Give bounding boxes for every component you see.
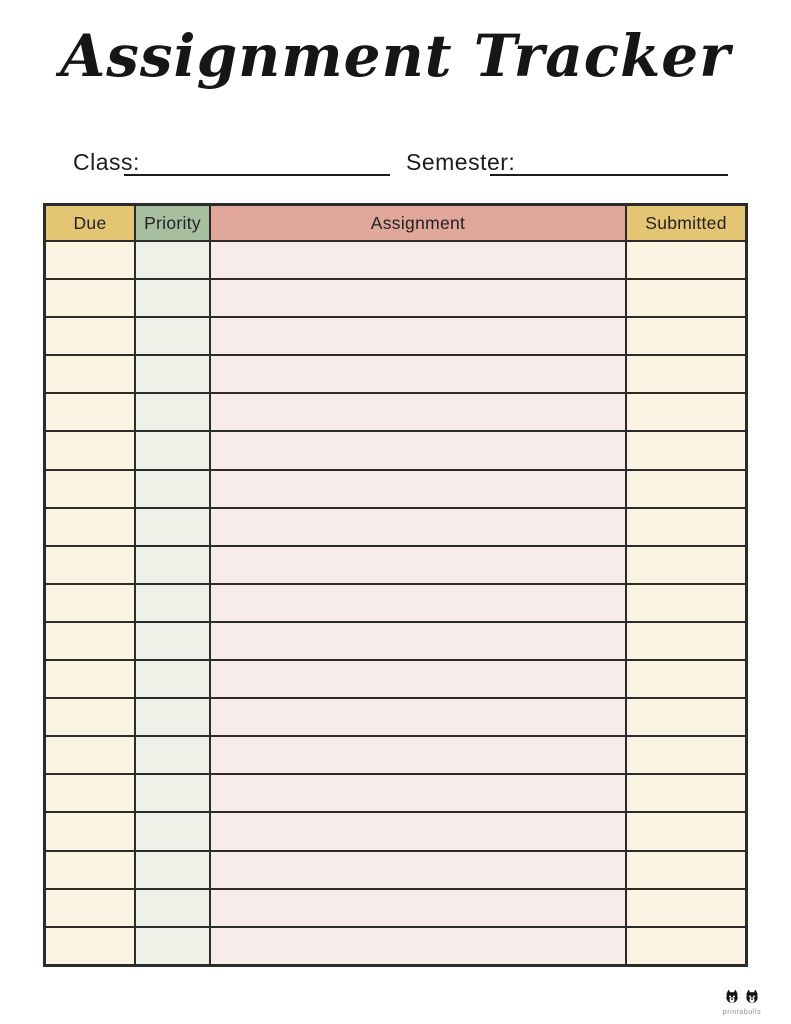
cell-priority bbox=[135, 622, 210, 660]
cell-priority bbox=[135, 546, 210, 584]
cell-submitted bbox=[626, 546, 747, 584]
column-header-due: Due bbox=[45, 205, 136, 242]
table-row bbox=[45, 508, 747, 546]
cell-priority bbox=[135, 508, 210, 546]
cell-priority bbox=[135, 698, 210, 736]
page-title: Assignment Tracker bbox=[60, 22, 731, 90]
table-row bbox=[45, 393, 747, 431]
cell-assignment bbox=[210, 889, 626, 927]
cell-assignment bbox=[210, 317, 626, 355]
table-row bbox=[45, 279, 747, 317]
table-row bbox=[45, 470, 747, 508]
cell-priority bbox=[135, 851, 210, 889]
table-row bbox=[45, 660, 747, 698]
cell-due bbox=[45, 889, 136, 927]
cell-assignment bbox=[210, 736, 626, 774]
cell-priority bbox=[135, 279, 210, 317]
cell-priority bbox=[135, 889, 210, 927]
cell-due bbox=[45, 393, 136, 431]
cell-submitted bbox=[626, 889, 747, 927]
cell-submitted bbox=[626, 736, 747, 774]
cell-due bbox=[45, 241, 136, 279]
cell-submitted bbox=[626, 355, 747, 393]
cell-priority bbox=[135, 774, 210, 812]
cell-assignment bbox=[210, 241, 626, 279]
cell-assignment bbox=[210, 927, 626, 966]
cell-priority bbox=[135, 431, 210, 469]
cell-submitted bbox=[626, 774, 747, 812]
table-row bbox=[45, 774, 747, 812]
column-header-priority: Priority bbox=[135, 205, 210, 242]
cell-due bbox=[45, 279, 136, 317]
table-row bbox=[45, 927, 747, 966]
cell-priority bbox=[135, 927, 210, 966]
header-row bbox=[45, 205, 747, 242]
cell-due bbox=[45, 660, 136, 698]
cell-due bbox=[45, 698, 136, 736]
cell-assignment bbox=[210, 470, 626, 508]
cell-submitted bbox=[626, 508, 747, 546]
column-header-submitted: Submitted bbox=[626, 205, 747, 242]
cell-assignment bbox=[210, 622, 626, 660]
cell-due bbox=[45, 470, 136, 508]
cell-due bbox=[45, 622, 136, 660]
table-row bbox=[45, 431, 747, 469]
two-bulldog-heads-icon bbox=[724, 989, 760, 1004]
cell-priority bbox=[135, 470, 210, 508]
cell-assignment bbox=[210, 812, 626, 850]
cell-due bbox=[45, 774, 136, 812]
cell-submitted bbox=[626, 851, 747, 889]
cell-submitted bbox=[626, 584, 747, 622]
cell-assignment bbox=[210, 393, 626, 431]
brand-name: printabulls bbox=[722, 1009, 762, 1016]
cell-priority bbox=[135, 317, 210, 355]
table-row bbox=[45, 889, 747, 927]
cell-submitted bbox=[626, 660, 747, 698]
table-row bbox=[45, 584, 747, 622]
cell-submitted bbox=[626, 431, 747, 469]
cell-submitted bbox=[626, 393, 747, 431]
cell-submitted bbox=[626, 698, 747, 736]
cell-due bbox=[45, 508, 136, 546]
cell-assignment bbox=[210, 698, 626, 736]
assignment-table bbox=[43, 203, 748, 967]
table-row bbox=[45, 698, 747, 736]
cell-priority bbox=[135, 660, 210, 698]
cell-submitted bbox=[626, 927, 747, 966]
table-row bbox=[45, 355, 747, 393]
assignment-table-body bbox=[45, 241, 747, 965]
cell-due bbox=[45, 317, 136, 355]
cell-submitted bbox=[626, 812, 747, 850]
cell-assignment bbox=[210, 431, 626, 469]
class-fill-line bbox=[124, 174, 390, 176]
cell-priority bbox=[135, 812, 210, 850]
cell-submitted bbox=[626, 279, 747, 317]
cell-assignment bbox=[210, 774, 626, 812]
cell-priority bbox=[135, 584, 210, 622]
column-header-assignment: Assignment bbox=[210, 205, 626, 242]
cell-assignment bbox=[210, 660, 626, 698]
table-row bbox=[45, 622, 747, 660]
table-row bbox=[45, 317, 747, 355]
cell-submitted bbox=[626, 470, 747, 508]
cell-due bbox=[45, 927, 136, 966]
cell-due bbox=[45, 431, 136, 469]
semester-fill-line bbox=[490, 174, 728, 176]
semester-label: Semester: bbox=[406, 149, 516, 175]
cell-assignment bbox=[210, 355, 626, 393]
cell-submitted bbox=[626, 622, 747, 660]
cell-assignment bbox=[210, 546, 626, 584]
cell-submitted bbox=[626, 317, 747, 355]
cell-assignment bbox=[210, 279, 626, 317]
cell-due bbox=[45, 584, 136, 622]
cell-priority bbox=[135, 241, 210, 279]
cell-due bbox=[45, 812, 136, 850]
table-row bbox=[45, 851, 747, 889]
cell-assignment bbox=[210, 584, 626, 622]
cell-assignment bbox=[210, 508, 626, 546]
cell-priority bbox=[135, 736, 210, 774]
cell-due bbox=[45, 546, 136, 584]
cell-assignment bbox=[210, 851, 626, 889]
brand-logo bbox=[707, 989, 777, 1016]
table-row bbox=[45, 736, 747, 774]
cell-submitted bbox=[626, 241, 747, 279]
table-row bbox=[45, 812, 747, 850]
cell-due bbox=[45, 355, 136, 393]
cell-priority bbox=[135, 393, 210, 431]
assignment-table-header bbox=[45, 205, 747, 242]
cell-due bbox=[45, 851, 136, 889]
cell-priority bbox=[135, 355, 210, 393]
cell-due bbox=[45, 736, 136, 774]
table-row bbox=[45, 241, 747, 279]
class-label: Class: bbox=[73, 149, 140, 175]
table-row bbox=[45, 546, 747, 584]
